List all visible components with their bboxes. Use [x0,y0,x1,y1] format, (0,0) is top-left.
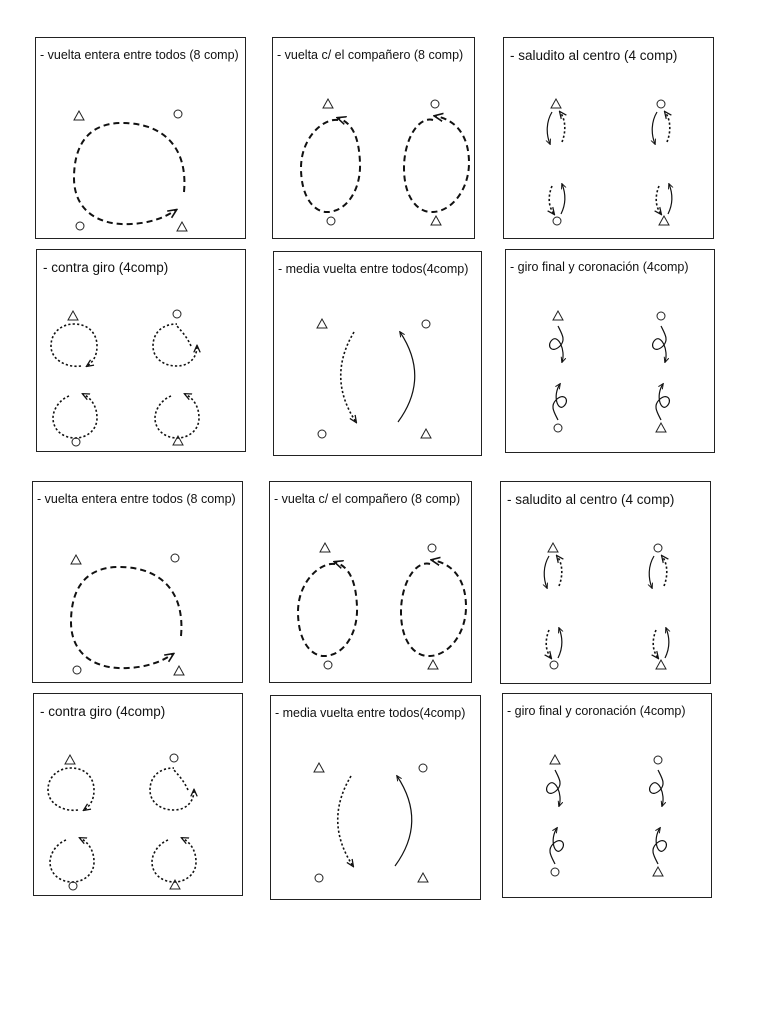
panel-saludito [503,37,714,239]
formation-diagram [504,38,713,238]
spin-path [550,828,563,864]
arrow-path [549,186,554,214]
dancer-circle [69,882,77,890]
spin-path [550,326,564,362]
panel-giro-final [505,249,715,453]
dancer-circle [173,310,181,318]
dancer-circle [419,764,427,772]
spin-path [653,828,666,864]
arc-path [395,776,412,866]
dancer-circle [554,424,562,432]
arrow-path [561,184,565,214]
panel-vuelta-companero [272,37,475,239]
arrow-path [558,628,562,658]
panel-title: - media vuelta entre todos(4comp) [278,262,469,276]
formation-diagram [36,38,245,238]
oval-path-left [301,118,360,212]
arrow-path [652,112,657,144]
formation-diagram [34,694,242,895]
arrow-path [560,112,565,142]
dancer-circle [657,312,665,320]
arc-path [341,332,356,422]
panel-title: - saludito al centro (4 comp) [510,48,678,63]
panel-title: - giro final y coronación (4comp) [507,704,686,718]
dancer-triangle [553,311,563,320]
spin-path [650,770,664,806]
formation-diagram [274,252,481,455]
dancer-circle [654,756,662,764]
formation-diagram [271,696,480,899]
dancer-triangle [653,867,663,876]
dancer-circle [171,554,179,562]
panel-media-vuelta [270,695,481,900]
dancer-circle [327,217,335,225]
dancer-circle [174,110,182,118]
dancer-circle [428,544,436,552]
dancer-circle [76,222,84,230]
arrow-path [557,556,562,586]
arrow-path [547,112,552,144]
arc-path [338,776,353,866]
panel-contra-giro [36,249,246,452]
dancer-triangle [551,99,561,108]
dancer-circle [73,666,81,674]
dancer-triangle [659,216,669,225]
panel-vuelta-companero [269,481,472,683]
dancer-triangle [177,222,187,231]
loop-path [150,768,194,810]
panel-title: - vuelta entera entre todos (8 comp) [37,492,236,506]
dancer-triangle [656,423,666,432]
loop-path [48,768,94,810]
loop-path [50,838,94,882]
panel-giro-final [502,693,712,898]
arrow-path [656,186,661,214]
dancer-circle [170,754,178,762]
arrow-path [665,628,669,658]
panel-title: - media vuelta entre todos(4comp) [275,706,466,720]
panel-media-vuelta [273,251,482,456]
dancer-circle [315,874,323,882]
dancer-triangle [74,111,84,120]
formation-diagram [33,482,242,682]
arrow-path [544,556,549,588]
dancer-triangle [421,429,431,438]
loop-path [152,838,196,882]
dancer-triangle [68,311,78,320]
dancer-triangle [550,755,560,764]
formation-diagram [273,38,474,238]
dancer-circle [553,217,561,225]
panel-vuelta-entera [35,37,246,239]
dancer-circle [657,100,665,108]
dancer-triangle [548,543,558,552]
circle-path [74,123,184,224]
formation-diagram [501,482,710,683]
oval-path-right [401,560,466,656]
dancer-triangle [317,319,327,328]
arrow-path [665,112,670,142]
dancer-circle [422,320,430,328]
panel-title: - vuelta entera entre todos (8 comp) [40,48,239,62]
dancer-circle [72,438,80,446]
dancer-triangle [656,660,666,669]
arrow-path [649,556,654,588]
arrow-path [668,184,672,214]
dancer-triangle [320,543,330,552]
spin-path [656,384,669,420]
panel-title: - contra giro (4comp) [40,704,166,719]
panel-title: - contra giro (4comp) [43,260,169,275]
dancer-triangle [65,755,75,764]
arc-path [398,332,415,422]
formation-diagram [37,250,245,451]
spin-path [553,384,566,420]
dancer-triangle [431,216,441,225]
formation-diagram [503,694,711,897]
oval-path-right [404,116,469,212]
dancer-circle [550,661,558,669]
panel-vuelta-entera [32,481,243,683]
panel-title: - vuelta c/ el compañero (8 comp) [274,492,461,506]
dancer-circle [431,100,439,108]
dancer-triangle [71,555,81,564]
loop-path [153,324,197,366]
oval-path-left [298,562,357,656]
loop-path [53,394,97,438]
dancer-triangle [174,666,184,675]
formation-diagram [270,482,471,682]
panel-title: - giro final y coronación (4comp) [510,260,689,274]
dancer-triangle [418,873,428,882]
dancer-triangle [323,99,333,108]
formation-diagram [506,250,714,452]
spin-path [547,770,561,806]
panel-title: - saludito al centro (4 comp) [507,492,675,507]
arrow-path [653,630,658,658]
panel-contra-giro [33,693,243,896]
loop-path [51,324,97,366]
panel-title: - vuelta c/ el compañero (8 comp) [277,48,464,62]
spin-path [653,326,667,362]
panel-saludito [500,481,711,684]
dancer-circle [318,430,326,438]
arrow-path [662,556,667,586]
arrow-path [546,630,551,658]
dancer-circle [551,868,559,876]
dancer-circle [324,661,332,669]
loop-path [155,394,199,438]
dancer-triangle [428,660,438,669]
circle-path [71,567,181,668]
dancer-circle [654,544,662,552]
dancer-triangle [314,763,324,772]
